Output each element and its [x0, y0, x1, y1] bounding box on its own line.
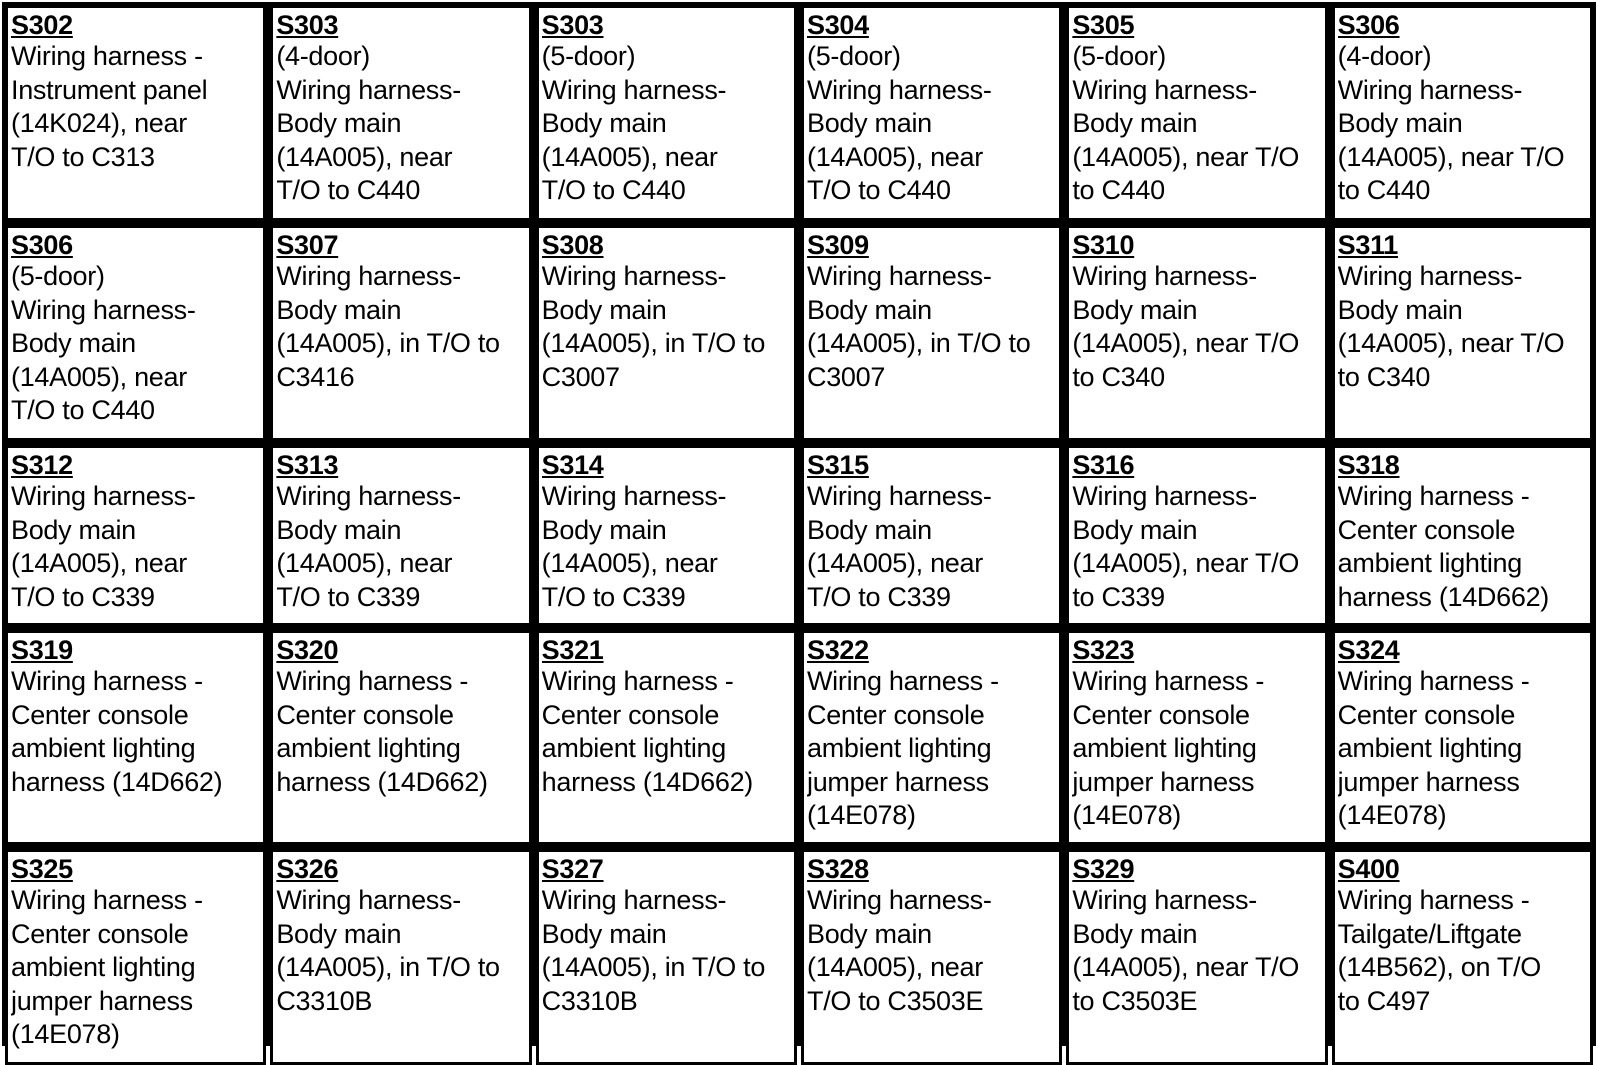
table-cell: [1332, 849, 1593, 1065]
splice-code: S304: [807, 10, 869, 40]
table-cell: [801, 630, 1062, 845]
splice-code: S307: [276, 230, 339, 260]
splice-code: S320: [276, 635, 339, 665]
table-cell: [801, 5, 1062, 221]
splice-description: (5-door) Wiring harness- Body main (14A005), near T/O to C440: [1072, 41, 1300, 205]
table-cell: [5, 5, 266, 221]
splice-description: Wiring harness - Center console ambient lighting harness (14D662): [276, 666, 488, 797]
splice-code: S321: [541, 635, 604, 665]
splice-description: Wiring harness - Instrument panel (14K024), near T/O to C313: [11, 41, 208, 172]
table-cell: [1332, 5, 1593, 221]
splice-code: S316: [1072, 450, 1135, 480]
splice-description: (5-door) Wiring harness- Body main (14A005), near T/O to C440: [11, 261, 196, 425]
table-cell: [536, 5, 797, 221]
splice-description: Wiring harness- Body main (14A005), in T/O to C3416: [276, 261, 500, 392]
splice-code: S314: [541, 450, 604, 480]
splice-code: S327: [541, 854, 604, 884]
splice-description: Wiring harness - Center console ambient lighting jumper harness (14E078): [1072, 666, 1265, 830]
table-cell: [270, 445, 531, 626]
table-cell: [536, 849, 797, 1065]
splice-code: S302: [11, 10, 73, 40]
table-cell: [1066, 849, 1327, 1065]
splice-code: S325: [11, 854, 73, 884]
table-cell: [801, 445, 1062, 626]
splice-description: Wiring harness - Center console ambient lighting harness (14D662): [11, 666, 223, 797]
splice-description: Wiring harness - Center console ambient lighting jumper harness (14E078): [807, 666, 999, 830]
splice-description: Wiring harness - Center console ambient lighting harness (14D662): [1337, 481, 1549, 612]
splice-description: Wiring harness- Body main (14A005), near T/O to C340: [1072, 261, 1300, 392]
splice-code: S318: [1337, 450, 1400, 480]
splice-description: Wiring harness- Body main (14A005), in T/O to C3007: [807, 261, 1031, 392]
splice-description: Wiring harness- Body main (14A005), near T/O to C3503E: [807, 885, 992, 1016]
splice-code: S329: [1072, 854, 1135, 884]
splice-code: S306: [1337, 10, 1400, 40]
splice-description: Wiring harness- Body main (14A005), in T/O to C3310B: [276, 885, 500, 1016]
table-cell: [1332, 445, 1593, 626]
splice-description: Wiring harness- Body main (14A005), near T/O to C340: [1337, 261, 1565, 392]
splice-description: Wiring harness- Body main (14A005), near T/O to C339: [807, 481, 992, 612]
splice-description: Wiring harness- Body main (14A005), in T/O to C3310B: [541, 885, 766, 1016]
splice-code: S313: [276, 450, 339, 480]
splice-description: Wiring harness- Body main (14A005), in T/O to C3007: [541, 261, 766, 392]
splice-description: Wiring harness - Center console ambient lighting harness (14D662): [541, 666, 753, 797]
splice-code: S319: [11, 635, 73, 665]
table-cell: [536, 445, 797, 626]
splice-description: (5-door) Wiring harness- Body main (14A005), near T/O to C440: [541, 41, 727, 205]
splice-code: S328: [807, 854, 869, 884]
splice-description: Wiring harness - Center console ambient lighting jumper harness (14E078): [11, 885, 203, 1049]
table-cell: [1066, 5, 1327, 221]
splice-code: S311: [1337, 230, 1399, 260]
table-cell: [5, 849, 266, 1065]
table-cell: [1066, 445, 1327, 626]
splice-code: S310: [1072, 230, 1135, 260]
table-cell: [5, 630, 266, 845]
splice-code: S309: [807, 230, 869, 260]
table-cell: [5, 225, 266, 441]
splice-code: S303: [276, 10, 339, 40]
table-cell: [1066, 630, 1327, 845]
table-cell: [5, 445, 266, 626]
table-cell: [1332, 630, 1593, 845]
splice-description: Wiring harness - Center console ambient lighting jumper harness (14E078): [1337, 666, 1530, 830]
table-cell: [1066, 225, 1327, 441]
splice-code: S323: [1072, 635, 1135, 665]
splice-code: S308: [541, 230, 604, 260]
splice-code: S315: [807, 450, 869, 480]
splice-description: (5-door) Wiring harness- Body main (14A005), near T/O to C440: [807, 41, 992, 205]
splice-description: Wiring harness- Body main (14A005), near T/O to C339: [1072, 481, 1300, 612]
splice-code: S326: [276, 854, 339, 884]
splice-description: Wiring harness- Body main (14A005), near T/O to C339: [541, 481, 727, 612]
splice-code: S324: [1337, 635, 1400, 665]
table-cell: [270, 225, 531, 441]
splice-description: Wiring harness- Body main (14A005), near T/O to C339: [276, 481, 461, 612]
splice-code: S400: [1337, 854, 1400, 884]
splice-description: Wiring harness - Tailgate/Liftgate (14B562), on T/O to C497: [1337, 885, 1541, 1016]
table-cell: [1332, 225, 1593, 441]
splice-description: (4-door) Wiring harness- Body main (14A005), near T/O to C440: [276, 41, 461, 205]
table-cell: [536, 630, 797, 845]
table-cell: [270, 630, 531, 845]
table-cell: [270, 5, 531, 221]
splice-code: S303: [541, 10, 604, 40]
table-cell: [270, 849, 531, 1065]
splice-code: S322: [807, 635, 869, 665]
splice-code: S305: [1072, 10, 1135, 40]
table-cell: [536, 225, 797, 441]
table-cell: [801, 849, 1062, 1065]
splice-code: S312: [11, 450, 73, 480]
splice-description: Wiring harness- Body main (14A005), near T/O to C339: [11, 481, 196, 612]
splice-description: (4-door) Wiring harness- Body main (14A005), near T/O to C440: [1337, 41, 1565, 205]
splice-description: Wiring harness- Body main (14A005), near T/O to C3503E: [1072, 885, 1300, 1016]
splice-location-table: [2, 2, 1596, 1049]
table-cell: [801, 225, 1062, 441]
splice-code: S306: [11, 230, 73, 260]
